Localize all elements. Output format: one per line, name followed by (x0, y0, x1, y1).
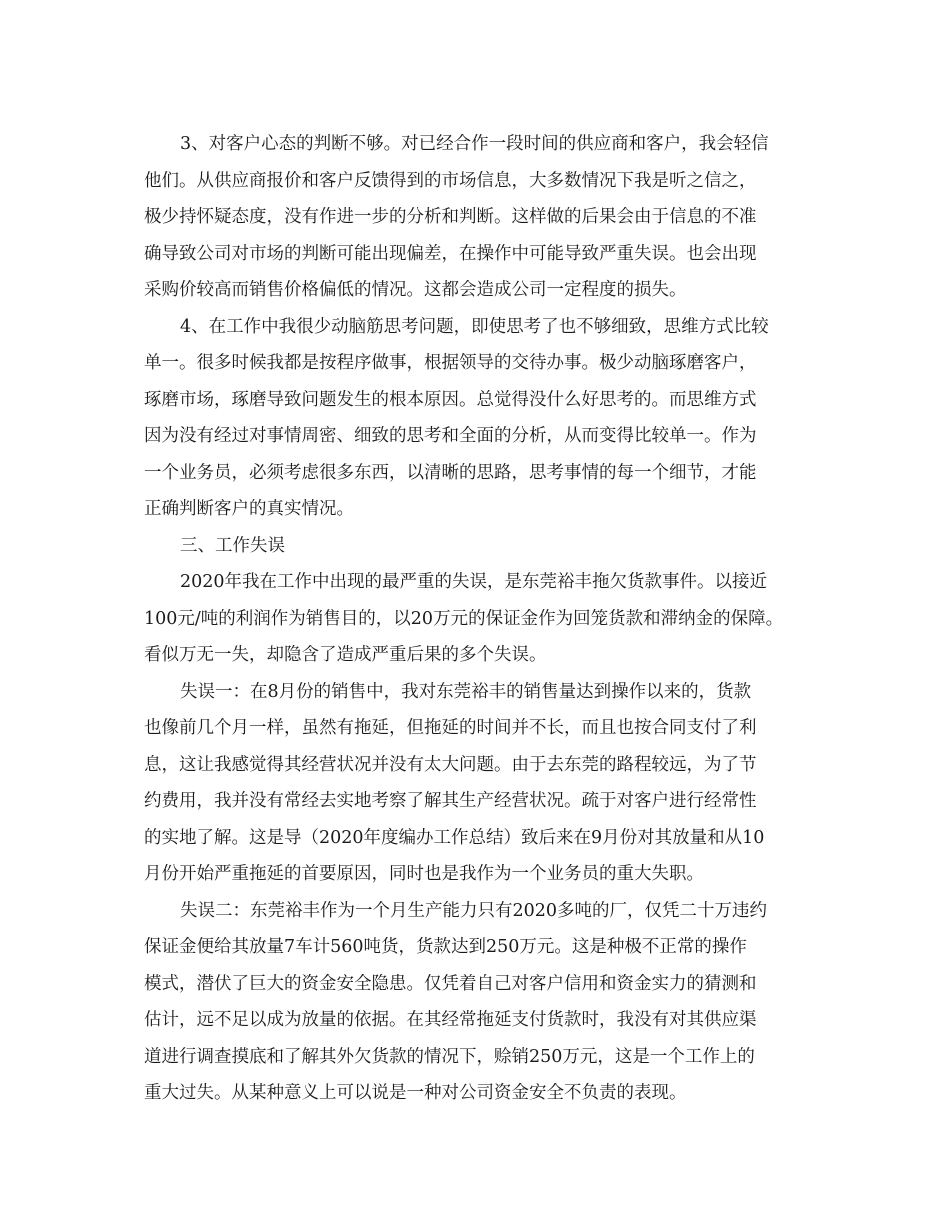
text-line: 看似万无一失，却隐含了造成严重后果的多个失误。 (144, 645, 547, 665)
text-line: 保证金便给其放量7车计560吨货，货款达到250万元。这是种极不正常的操作 (144, 937, 747, 957)
text-line: 模式，潜伏了巨大的资金安全隐患。仅凭着自己对客户信用和资金实力的猜测和 (144, 973, 757, 994)
text-line: 约费用，我并没有常经去实地考察了解其生产经营状况。疏于对客户进行经常性 (144, 791, 757, 811)
text-line: 因为没有经过对事情周密、细致的思考和全面的分析，从而变得比较单一。作为 (144, 426, 757, 446)
text-line: 3、对客户心态的判断不够。对已经合作一段时间的供应商和客户，我会轻信 (180, 134, 769, 154)
text-line: 也像前几个月一样，虽然有拖延，但拖延的时间并不长，而且也按合同支付了利 (144, 718, 757, 738)
text-line: 单一。很多时候我都是按程序做事，根据领导的交待办事。极少动脑琢磨客户， (144, 353, 757, 373)
text-line: 100元/吨的利润作为销售目的，以20万元的保证金作为回笼货款和滞纳金的保障。 (144, 608, 784, 629)
text-line: 确导致公司对市场的判断可能出现偏差，在操作中可能导致严重失误。也会出现 (144, 243, 757, 264)
text-line: 息，这让我感觉得其经营状况并没有太大问题。由于去东莞的路程较远，为了节 (144, 754, 757, 775)
text-line: 重大过失。从某种意义上可以说是一种对公司资金安全不负责的表现。 (144, 1083, 687, 1103)
text-line: 估计，远不足以成为放量的依据。在其经常拖延支付货款时，我没有对其供应渠 (144, 1010, 757, 1030)
document-body (144, 126, 824, 1112)
text-line: 道进行调查摸底和了解其外欠货款的情况下，赊销250万元，这是一个工作上的 (144, 1046, 755, 1067)
section-heading: 三、工作失误 (180, 535, 285, 556)
text-line: 月份开始严重拖延的首要原因，同时也是我作为一个业务员的重大失职。 (144, 864, 704, 884)
text-line: 2020年我在工作中出现的最严重的失误，是东莞裕丰拖欠货款事件。以接近 (180, 572, 768, 592)
text-line: 的实地了解。这是导（2020年度编办工作总结）致后来在9月份对其放量和从10 (144, 827, 765, 848)
text-line: 失误一：在8月份的销售中，我对东莞裕丰的销售量达到操作以来的，货款 (180, 681, 752, 702)
text-line: 采购价较高而销售价格偏低的情况。这都会造成公司一定程度的损失。 (144, 280, 687, 300)
text-line: 琢磨市场，琢磨导致问题发生的根本原因。总觉得没什么好思考的。而思维方式 (144, 389, 757, 410)
text-line: 一个业务员，必须考虑很多东西，以清晰的思路，思考事情的每一个细节，才能 (144, 462, 757, 483)
text-line: 极少持怀疑态度，没有作进一步的分析和判断。这样做的后果会由于信息的不准 (144, 207, 757, 227)
text-line: 4、在工作中我很少动脑筋思考问题，即使思考了也不够细致，思维方式比较 (180, 316, 769, 337)
text-line: 正确判断客户的真实情况。 (144, 499, 354, 519)
text-line: 失误二：东莞裕丰作为一个月生产能力只有2020多吨的厂，仅凭二十万违约 (180, 900, 768, 921)
text-line: 他们。从供应商报价和客户反馈得到的市场信息，大多数情况下我是听之信之， (144, 170, 757, 191)
